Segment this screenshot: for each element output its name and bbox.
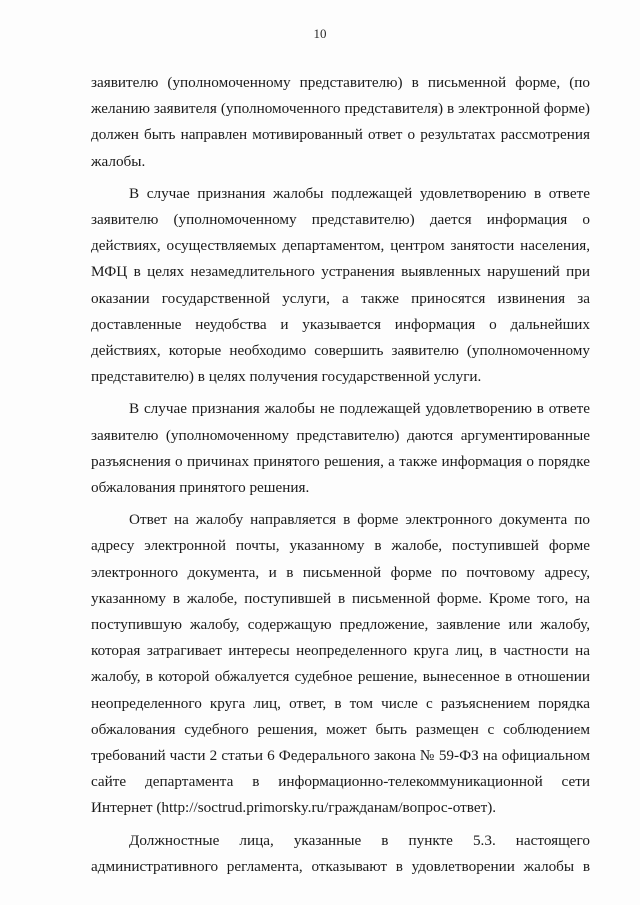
text-line: указанному в жалобе, поступившей в письменной форме. Кроме того, на: [91, 589, 590, 607]
text-line: неопределенного круга лиц, ответ, в том числе с разъяснением порядка: [91, 694, 590, 712]
paragraph-response-form: [91, 70, 590, 175]
text-line: жалобу, в которой обжалуется судебное решение, вынесенное в отношении: [91, 668, 590, 686]
text-line: МФЦ в целях незамедлительного устранения выявленных нарушений при: [91, 263, 590, 281]
document-body: [91, 70, 590, 880]
paragraph-complaint-satisfied: [91, 181, 590, 391]
text-line: действиях, осуществляемых департаментом, центром занятости населения,: [91, 237, 590, 255]
paragraph-officials-refuse: [91, 828, 590, 880]
text-line: разъяснения о причинах принятого решения, а также информация о порядке: [91, 452, 590, 470]
text-line: действиях, которые необходимо совершить заявителю (уполномоченному: [91, 342, 590, 360]
text-line: обжалования судебного решения, может быть размещен с соблюдением: [91, 720, 590, 738]
text-line: заявителю (уполномоченному представителю) дается информация о: [91, 211, 590, 229]
text-line: представителю) в целях получения государственной услуги.: [91, 368, 482, 386]
text-line: В случае признания жалобы не подлежащей удовлетворению в ответе: [129, 400, 590, 418]
text-line: Интернет (http://soctrud.primorsky.ru/гражданам/вопрос-ответ).: [91, 799, 497, 817]
text-line: адресу электронной почты, указанному в жалобе, поступившей форме: [91, 537, 590, 555]
text-line: заявителю (уполномоченному представителю) в письменной форме, (по: [91, 74, 590, 91]
text-line: Ответ на жалобу направляется в форме электронного документа по: [129, 511, 590, 529]
text-line: оказании государственной услуги, а также приносятся извинения за: [91, 289, 590, 307]
text-line: обжалования принятого решения.: [91, 479, 310, 497]
text-line: сайте департамента в информационно-телекоммуникационной сети: [91, 773, 590, 791]
text-line: доставленные неудобства и указывается информация о дальнейших: [91, 315, 590, 333]
paragraph-response-delivery: [91, 507, 590, 821]
text-line: административного регламента, отказывают в удовлетворении жалобы в: [91, 857, 590, 875]
text-line: заявителю (уполномоченному представителю) даются аргументированные: [91, 426, 590, 444]
text-line: Должностные лица, указанные в пункте 5.3. настоящего: [129, 831, 590, 849]
page-number: 10: [313, 26, 327, 41]
text-line: В случае признания жалобы подлежащей удовлетворению в ответе: [129, 184, 590, 202]
text-line: электронного документа, и в письменной форме по почтовому адресу,: [91, 563, 590, 581]
text-line: требований части 2 статьи 6 Федерального закона № 59-ФЗ на официальном: [91, 747, 590, 765]
paragraph-complaint-rejected: [91, 396, 590, 501]
text-line: желанию заявителя (уполномоченного представителя) в электронной форме): [91, 100, 590, 118]
text-line: которая затрагивает интересы неопределенного круга лиц, в частности на: [91, 642, 590, 660]
text-line: поступившую жалобу, содержащую предложение, заявление или жалобу,: [91, 616, 590, 634]
text-line: жалобы.: [91, 152, 146, 170]
text-line: должен быть направлен мотивированный ответ о результатах рассмотрения: [91, 126, 590, 144]
